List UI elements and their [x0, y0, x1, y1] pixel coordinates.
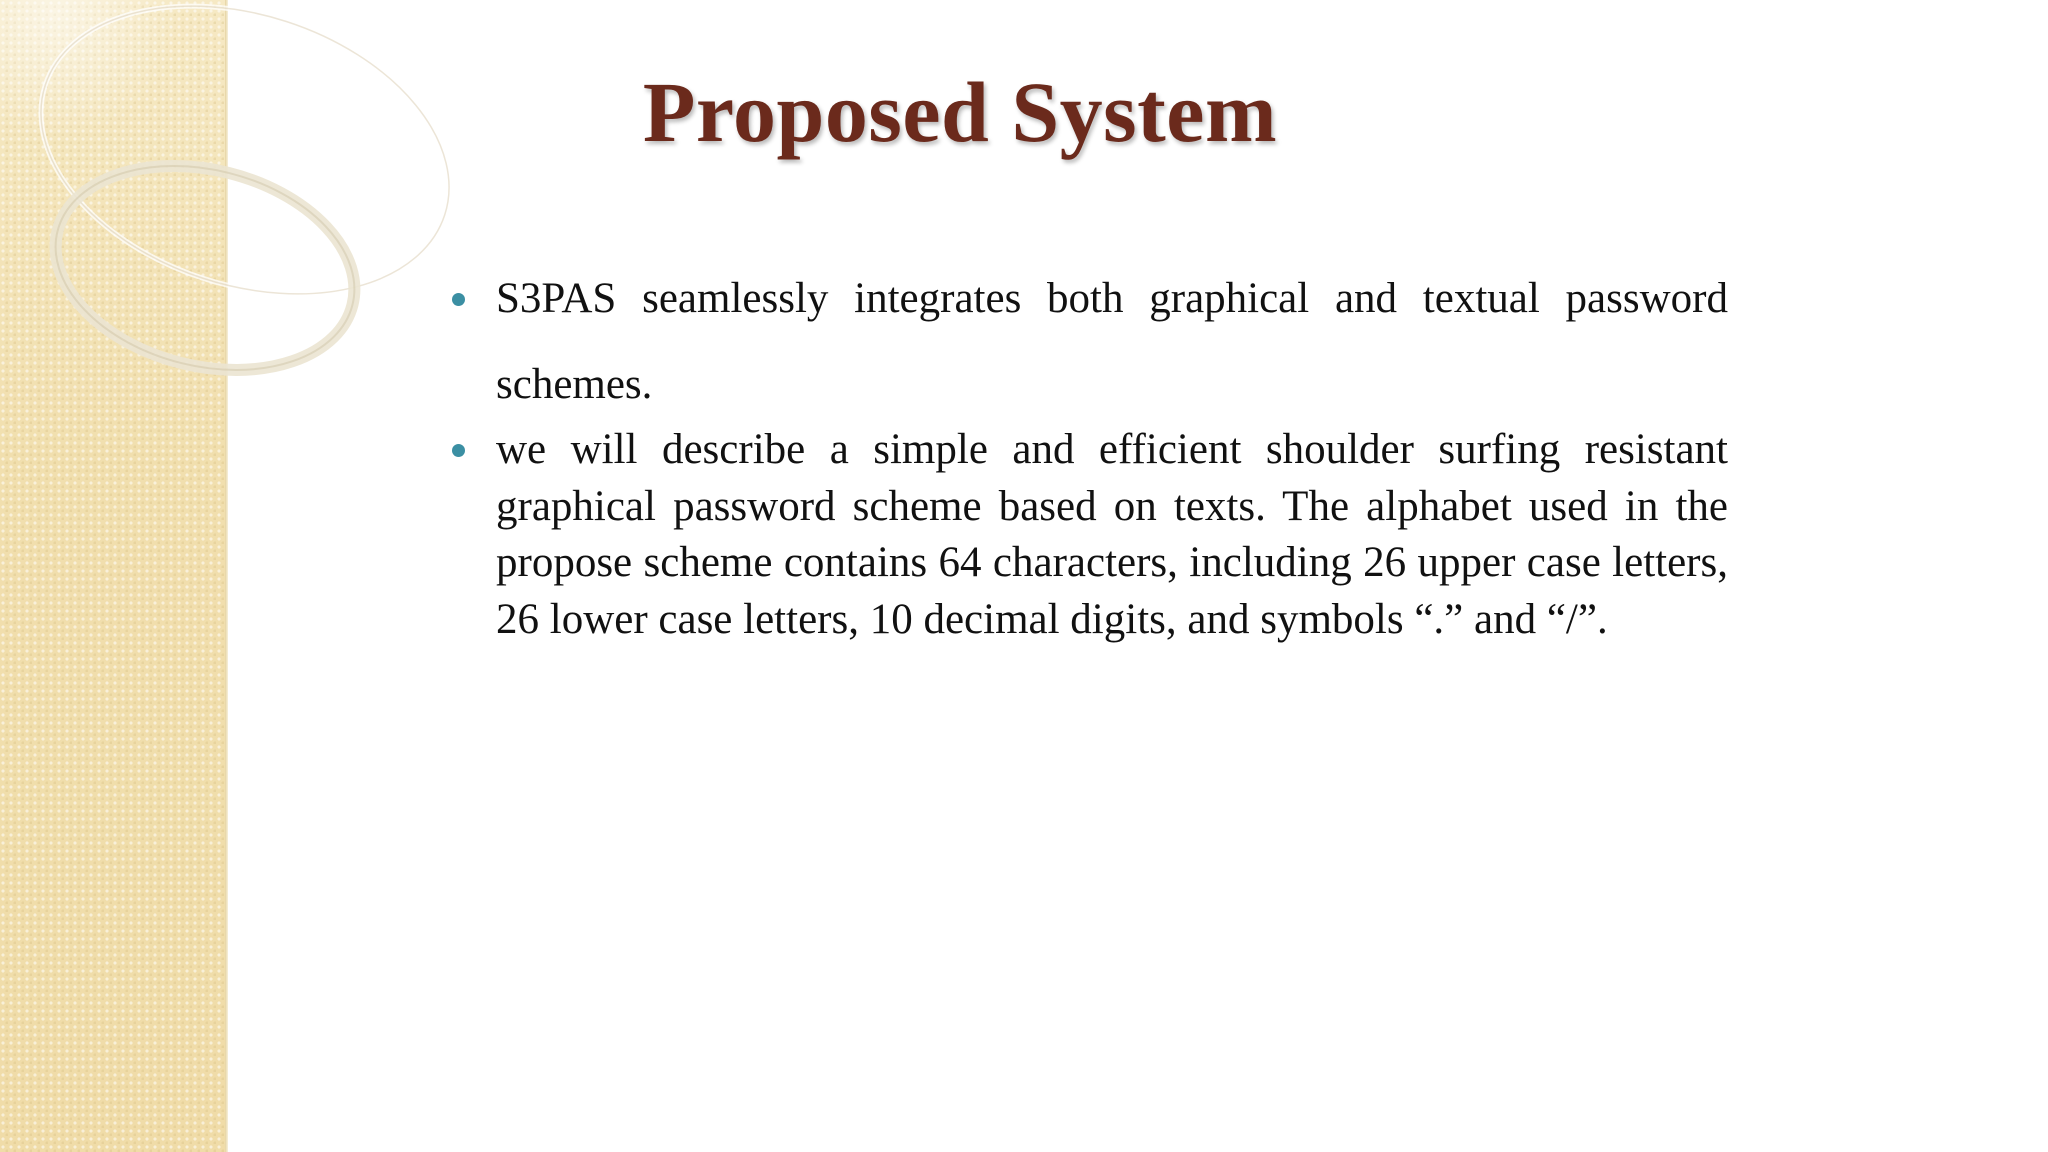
side-panel-edge [225, 0, 228, 1152]
bullet-text: S3PAS seamlessly integrates both graphical and textual password schemes. [496, 275, 1728, 408]
decorative-side-panel [0, 0, 227, 1152]
bullet-dot-icon [452, 293, 465, 306]
slide-title: Proposed System [642, 64, 1278, 160]
bullet-text: we will describe a simple and efficient shoulder surfing resistant graphical password scheme based on texts. The alphabet used in the propose scheme contains 64 characters, including 26 upper case letters, 26 lower case letters, 10 decimal digits, and symbols “.” and “/”. [496, 426, 1728, 643]
panel-highlight [0, 0, 180, 140]
bullet-item [440, 256, 1728, 428]
bullet-item [440, 422, 1728, 648]
bullet-list [440, 256, 1728, 648]
bullet-dot-icon [452, 444, 465, 457]
